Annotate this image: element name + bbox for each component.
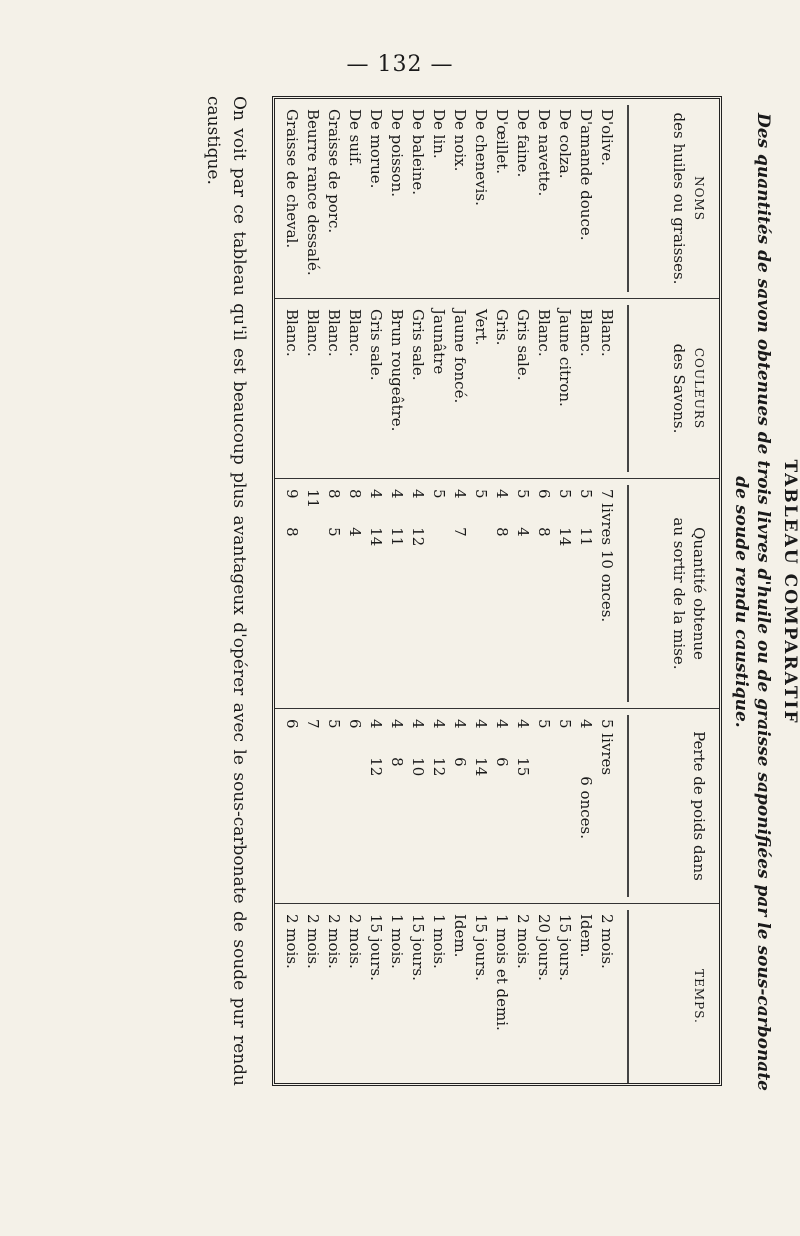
header-names-subtitle: des huiles ou graisses. [670,112,688,285]
cell-name: Graisse de porc. [325,109,343,234]
cell-color: Gris sale. [514,309,532,381]
cell-color: Blanc. [535,309,553,357]
column-weight-loss [275,709,719,904]
cell-color: Jaunâtre [430,309,448,375]
cell-time: 15 jours. [367,914,385,981]
cell-color: Gris sale. [409,309,427,381]
names-cells [281,99,617,298]
comparison-table [272,96,722,1086]
header-quantity-title: Quantité obtenue [690,527,708,660]
cell-time: 2 mois. [346,914,364,969]
rotated-page-content [80,92,800,1132]
cell-name: Graisse de cheval. [283,109,301,249]
cell-quantity: 9 8 [283,489,301,537]
header-rule [627,485,629,702]
cell-color: Brun rougeâtre. [388,309,406,432]
cell-name: D'olive. [598,109,616,166]
cell-quantity: 4 14 [367,489,385,547]
colors-cells [281,299,617,478]
cell-weight-loss: 4 10 [409,719,427,777]
cell-weight-loss: 6 [346,719,364,729]
cell-weight-loss: 5 livres [598,719,616,776]
cell-name: De navette. [535,109,553,197]
cell-name: De noix. [451,109,469,172]
cell-color: Jaune citron. [556,309,574,407]
header-rule [627,305,629,472]
header-colors-subtitle: des Savons. [670,343,688,434]
cell-quantity: 5 4 [514,489,532,537]
cell-color: Blanc. [346,309,364,357]
cell-weight-loss: 4 6 [451,719,469,767]
cell-name: De poisson. [388,109,406,197]
cell-name: De faine. [514,109,532,178]
header-rule [627,715,629,897]
column-time [275,904,719,1089]
table-title: TABLEAU COMPARATIF [780,459,800,725]
quantity-cells [281,479,617,708]
cell-color: Blanc. [598,309,616,357]
header-rule [627,105,629,292]
cell-name: D'amande douce. [577,109,595,241]
cell-quantity: 5 [430,489,448,499]
cell-time: 1 mois. [430,914,448,969]
cell-time: 2 mois. [325,914,343,969]
cell-name: De baleine. [409,109,427,195]
column-quantity [275,479,719,709]
cell-weight-loss: 5 [325,719,343,729]
cell-quantity: 7 livres 10 onces. [598,489,616,623]
cell-time: Idem. [451,914,469,958]
cell-color: Blanc. [577,309,595,357]
cell-name: Beurre rance dessalé. [304,109,322,276]
cell-color: Blanc. [325,309,343,357]
cell-time: 2 mois. [304,914,322,969]
cell-weight-loss: 4 8 [388,719,406,767]
header-quantity-subtitle: au sortir de la mise. [670,517,688,670]
column-names [275,99,719,299]
cell-weight-loss: 4 12 [367,719,385,777]
cell-weight-loss: 4 6 [493,719,511,767]
time-cells [281,904,617,1089]
column-colors [275,299,719,479]
cell-quantity: 8 5 [325,489,343,537]
cell-color: Vert. [472,309,490,346]
header-colors-title: COULEURS [692,347,706,430]
cell-weight-loss: 4 14 [472,719,490,777]
cell-quantity: 5 [472,489,490,499]
cell-time: 20 jours. [535,914,553,981]
cell-time: 15 jours. [409,914,427,981]
cell-weight-loss: 6 [283,719,301,729]
cell-color: Jaune foncé. [451,309,469,404]
cell-weight-loss: 4 12 [430,719,448,777]
header-time-title: TEMPS. [692,969,706,1024]
header-weight-loss [639,709,709,903]
cell-quantity: 4 8 [493,489,511,537]
cell-name: De colza. [556,109,574,179]
cell-time: 2 mois. [598,914,616,969]
cell-time: 1 mois. [388,914,406,969]
cell-time: 2 mois. [283,914,301,969]
header-names [639,99,709,298]
cell-color: Gris sale. [367,309,385,381]
table-subtitle: Des quantités de savon obtenues de trois livres d'huile ou de graisse saponifiées par le sous-carbonate de soude rendu caustique. [731,113,773,1091]
cell-quantity: 11 [304,489,322,509]
cell-weight-loss: 5 [556,719,574,729]
cell-time: 1 mois et demi. [493,914,511,1031]
cell-weight-loss: 5 [535,719,553,729]
header-names-title: NOMS [692,176,706,221]
header-weight-loss-title: Perte de poids dans [690,731,708,881]
cell-name: De morue. [367,109,385,189]
page-number: — 132 — [346,52,454,77]
cell-time: 15 jours. [556,914,574,981]
cell-weight-loss: 7 [304,719,322,729]
cell-quantity: 5 11 [577,489,595,547]
cell-color: Blanc. [283,309,301,357]
cell-name: De suif. [346,109,364,167]
cell-quantity: 4 12 [409,489,427,547]
cell-name: D'œillet. [493,109,511,175]
cell-color: Blanc. [304,309,322,357]
cell-quantity: 4 7 [451,489,469,537]
cell-time: 2 mois. [514,914,532,969]
cell-color: Gris. [493,309,511,346]
footer-paragraph: On voit par ce tableau qu'il est beaucoup plus avantageux d'opérer avec le sous-carbonate de soude pur rendu caustique. [203,96,249,1086]
cell-time: 15 jours. [472,914,490,981]
cell-name: De lin. [430,109,448,159]
cell-weight-loss: 4 6 onces. [577,719,595,839]
cell-quantity: 8 4 [346,489,364,537]
cell-time: Idem. [577,914,595,958]
cell-quantity: 4 11 [388,489,406,547]
header-time [639,904,709,1089]
header-quantity [639,479,709,708]
header-rule [627,910,629,1083]
weight-loss-cells [281,709,617,903]
cell-quantity: 5 14 [556,489,574,547]
cell-weight-loss: 4 15 [514,719,532,777]
cell-name: De chenevis. [472,109,490,206]
header-colors [639,299,709,478]
cell-quantity: 6 8 [535,489,553,537]
